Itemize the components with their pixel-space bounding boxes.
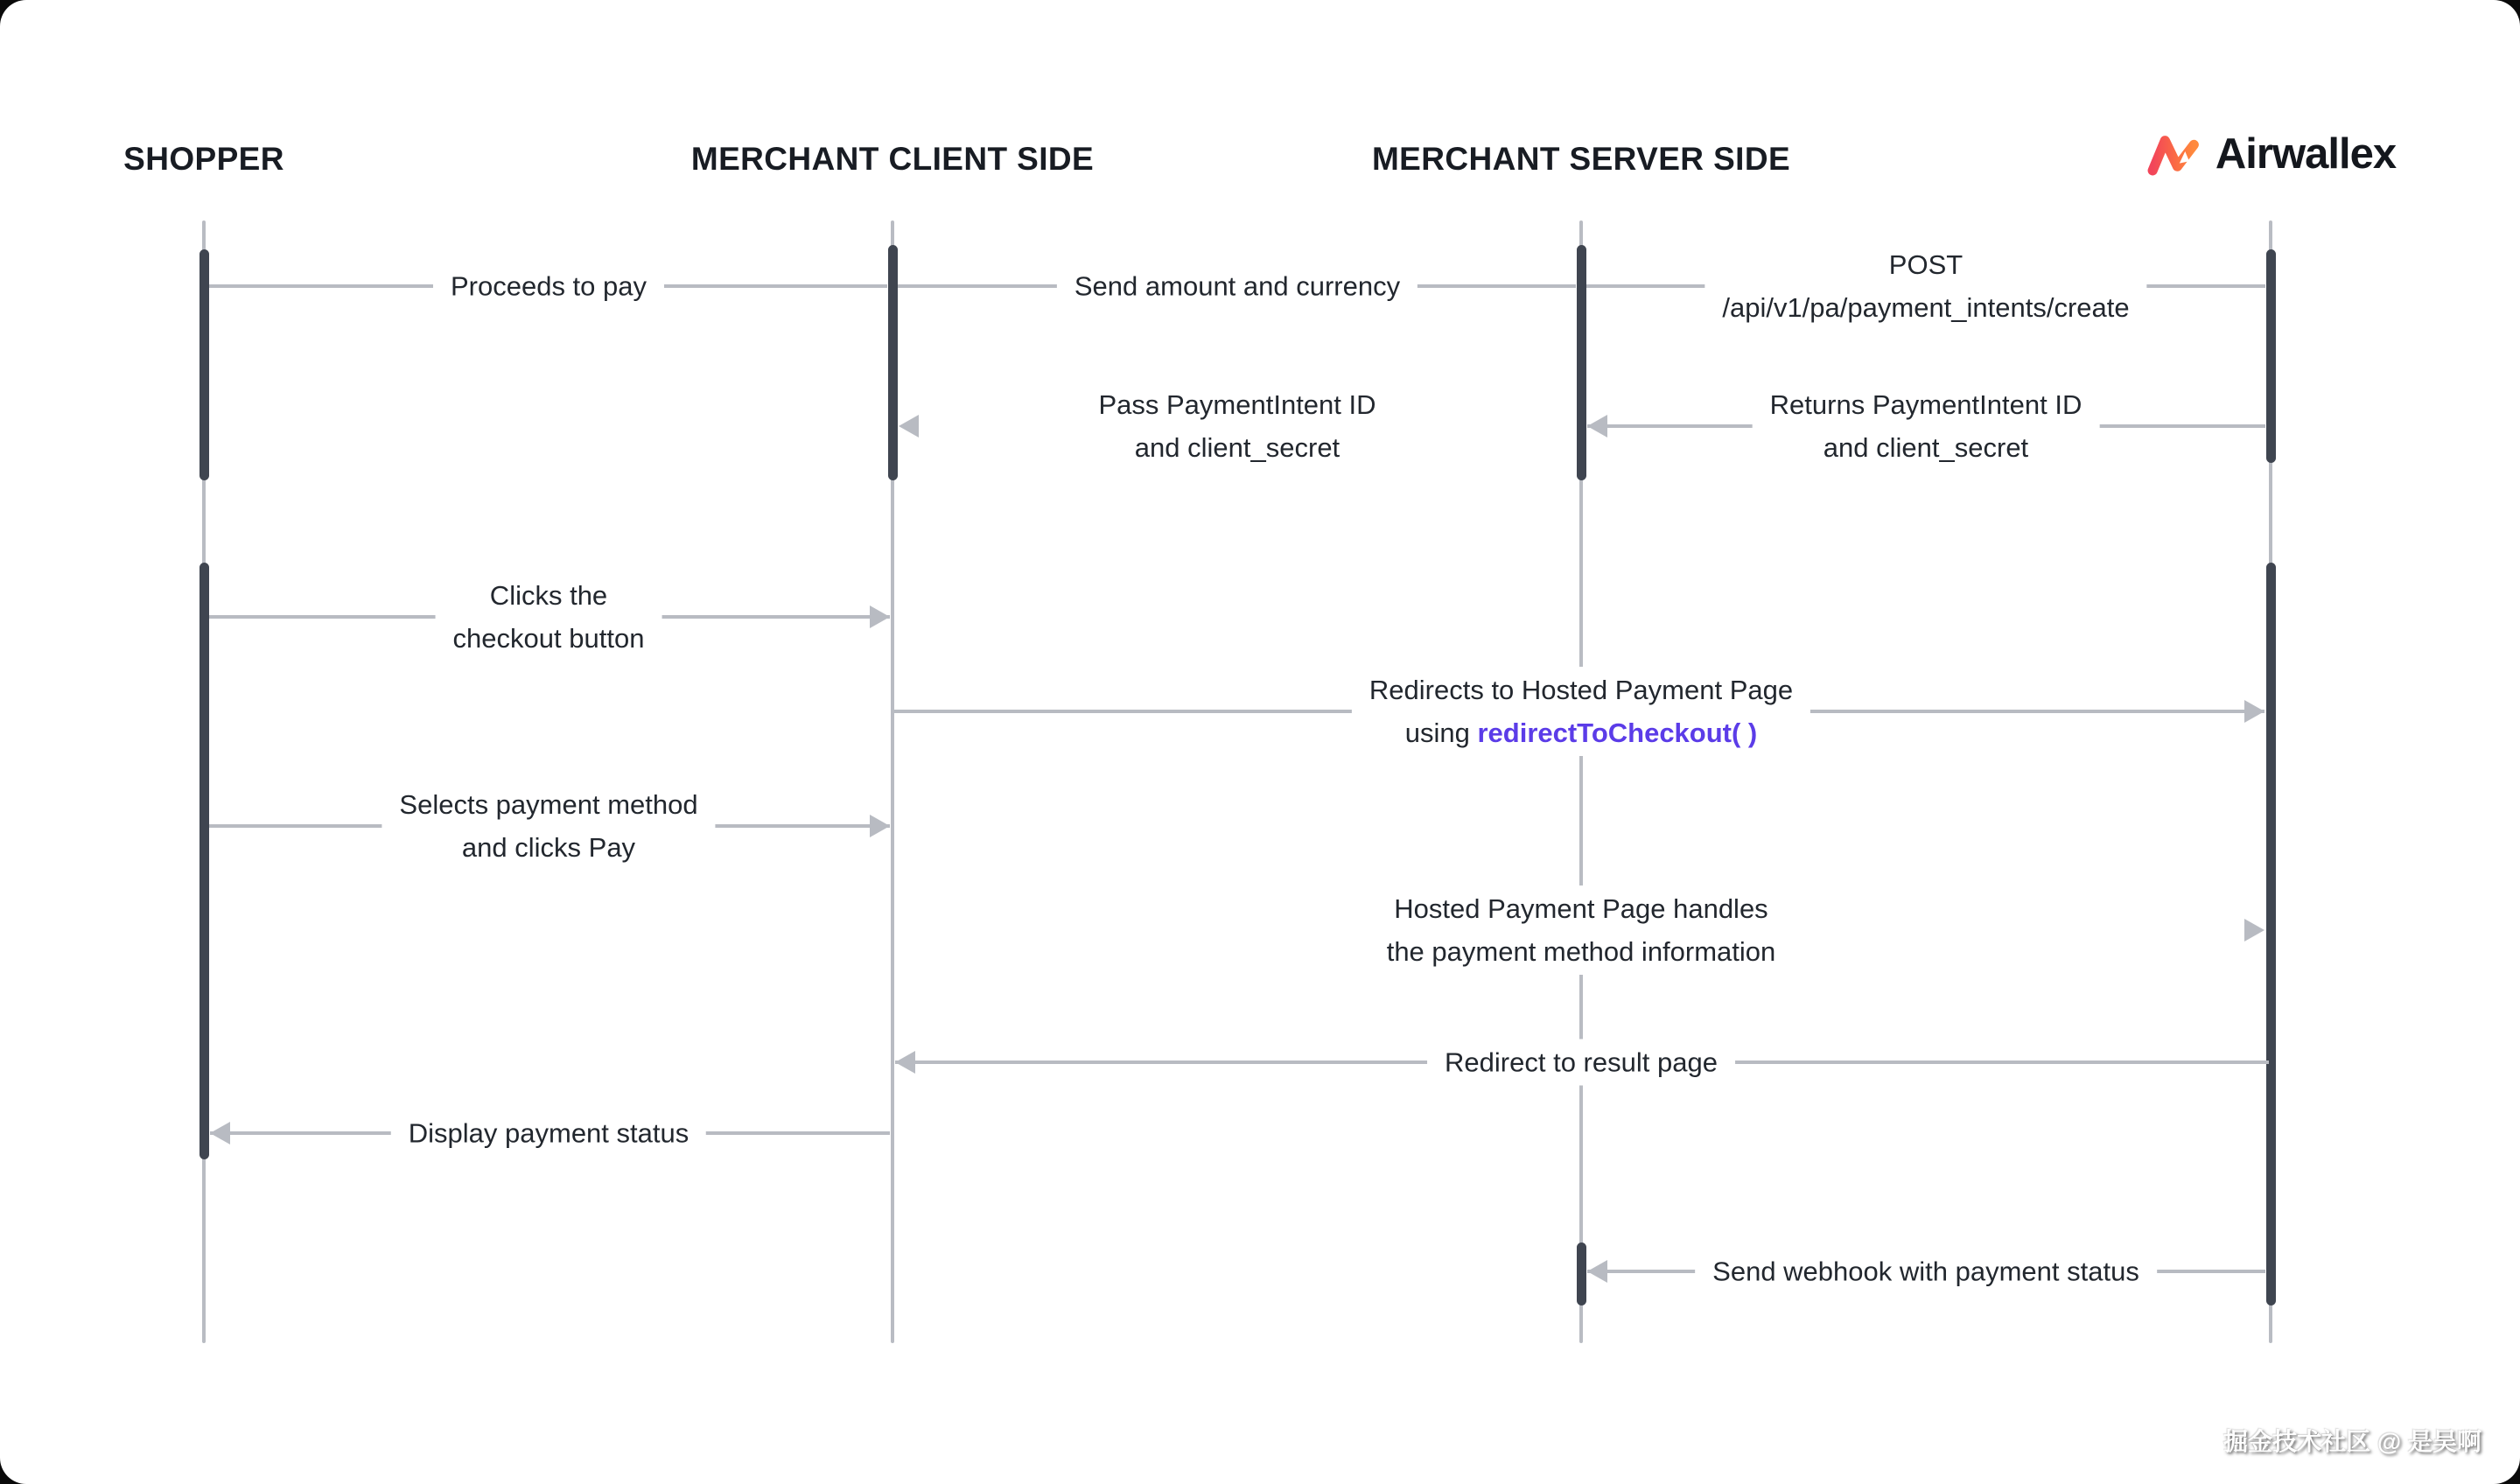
activation-bar-shopper bbox=[200, 249, 209, 480]
message-label-pass-intent-id: Pass PaymentIntent ID and client_secret bbox=[1081, 382, 1393, 471]
message-label-clicks-checkout: Clicks the checkout button bbox=[436, 572, 662, 662]
arrowhead-left-icon bbox=[899, 415, 919, 438]
activation-bar-merchant-server bbox=[1577, 1242, 1586, 1306]
lane-header-shopper: SHOPPER bbox=[123, 141, 284, 177]
airwallex-brand bbox=[2146, 130, 2396, 178]
message-label-send-webhook: Send webhook with payment status bbox=[1695, 1249, 2157, 1295]
airwallex-logo-icon bbox=[2146, 131, 2203, 177]
lane-header-merchant-client: MERCHANT CLIENT SIDE bbox=[690, 141, 1095, 177]
message-label-post-create-intent: POST /api/v1/pa/payment_intents/create bbox=[1704, 242, 2146, 331]
code-accent-text: redirectToCheckout( ) bbox=[1477, 718, 1758, 748]
activation-bar-airwallex bbox=[2266, 563, 2276, 1306]
message-label-proceeds-to-pay: Proceeds to pay bbox=[433, 263, 664, 310]
activation-bar-airwallex bbox=[2266, 249, 2276, 463]
arrowhead-right-icon bbox=[870, 606, 890, 628]
activation-bar-shopper bbox=[200, 563, 209, 1159]
activation-bar-merchant-server bbox=[1577, 245, 1586, 480]
arrowhead-left-icon bbox=[1587, 1260, 1607, 1283]
arrowhead-left-icon bbox=[895, 1051, 915, 1074]
message-label-returns-intent-id: Returns PaymentIntent ID and client_secret bbox=[1753, 382, 2100, 471]
watermark: 掘金技术社区 @ 是吴啊 bbox=[2223, 1428, 2482, 1455]
message-label-selects-payment-method: Selects payment method and clicks Pay bbox=[382, 781, 715, 871]
message-label-display-payment-status: Display payment status bbox=[391, 1110, 706, 1157]
arrowhead-right-icon bbox=[2244, 700, 2264, 723]
lane-header-merchant-server: MERCHANT SERVER SIDE bbox=[1371, 141, 1791, 177]
message-label-redirect-to-result: Redirect to result page bbox=[1427, 1040, 1735, 1086]
arrowhead-left-icon bbox=[210, 1122, 230, 1144]
message-label-hpp-handles-info: Hosted Payment Page handles the payment method information bbox=[1369, 886, 1794, 975]
message-label-redirects-to-hpp: Redirects to Hosted Payment Page using redirectToCheckout( ) bbox=[1352, 667, 1810, 756]
arrowhead-right-icon bbox=[870, 815, 890, 837]
message-label-send-amount-currency: Send amount and currency bbox=[1057, 263, 1418, 310]
arrowhead-left-icon bbox=[1587, 415, 1607, 438]
arrowhead-right-icon bbox=[2244, 919, 2264, 942]
airwallex-wordmark: Airwallex bbox=[2215, 130, 2397, 178]
activation-bar-merchant-client bbox=[888, 245, 898, 480]
